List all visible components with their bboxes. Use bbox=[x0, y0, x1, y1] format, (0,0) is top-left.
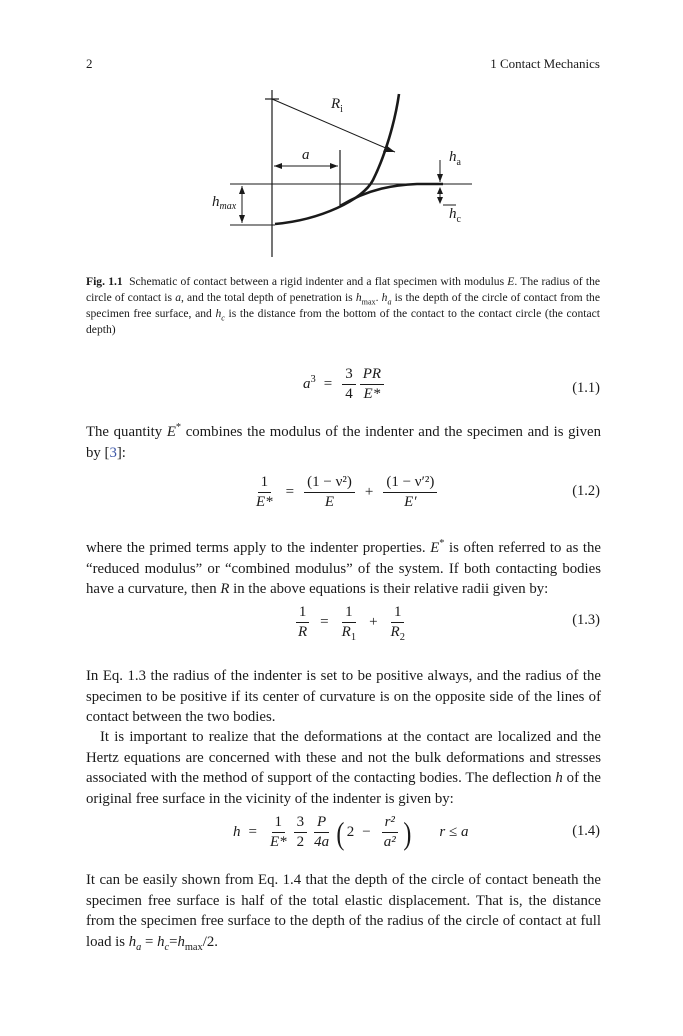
equation-number-1-2: (1.2) bbox=[572, 483, 600, 499]
paragraph-sign-convention: In Eq. 1.3 the radius of the indenter is set to be positive always, and the radius of the specimen to be positive if its center of curvature is on the opposite side of the lines of contact between the two bodies. bbox=[86, 668, 601, 725]
hmax-arrowhead-bottom bbox=[239, 215, 245, 223]
paragraph-contact-depth: It can be easily shown from Eq. 1.4 that the depth of the circle of contact beneath the specimen free surface is half of the total elastic displacement. That is, the distance from the specimen free surface to the depth of the radius of the circle of contact at full load is $h_a = h_c=h_{max}/2$. bbox=[86, 872, 601, 953]
specimen-surface bbox=[340, 184, 443, 206]
page-number: 2 bbox=[86, 56, 93, 71]
label-ha: $h_a$ bbox=[449, 149, 461, 168]
paragraph-combined-modulus: The quantity E* combines the modulus of the indenter and the specimen and is given by [3]: bbox=[86, 422, 601, 461]
radius-arrowhead bbox=[383, 145, 395, 152]
hc-arrowhead-top bbox=[437, 187, 443, 194]
a-arrowhead-left bbox=[274, 163, 282, 169]
equation-number-1-3: (1.3) bbox=[572, 612, 600, 628]
equation-1-3: $\frac{1}{R}$ = $\frac{1}{R_1}$ + $\frac{1}{R_2}$ bbox=[293, 604, 410, 641]
caption-label: Fig. 1.1 bbox=[86, 275, 123, 288]
label-Ri: $R_i$ bbox=[331, 96, 343, 115]
running-title: 1 Contact Mechanics bbox=[490, 56, 600, 71]
equation-1-1: $a^3$ = $\frac{3}{4}$ $\frac{PR}{E*}$ bbox=[303, 366, 386, 403]
hmax-arrowhead-top bbox=[239, 186, 245, 194]
citation-link[interactable]: 3 bbox=[109, 444, 117, 461]
label-hc: $h_c$ bbox=[449, 206, 461, 225]
ha-arrowhead bbox=[437, 174, 443, 182]
label-a: a bbox=[302, 147, 310, 163]
paragraph-reduced-modulus: where the primed terms apply to the indenter properties. E* is often referred to as the “reduced modulus” or “combined modulus” of the system. If both contacting bodies have a curvature, then R in the above equations is their relative radii given by: bbox=[86, 538, 601, 597]
equation-1-2: $\frac{1}{E*}$ = $\frac{\text{(1 − ν²)}}{E}$ + $\frac{\text{(1 − ν′²)}}{E'}$ bbox=[251, 474, 439, 511]
equation-1-4: h = $\frac{1}{E*}$ $\frac{3}{2}$ $\frac{P}{4a}$ ( 2 − $\frac{\text{r²}}{\text{a²}}$ ) r ≤ a bbox=[233, 814, 469, 851]
indenter-profile bbox=[275, 94, 399, 224]
label-hmax: $h_{max}$ bbox=[212, 194, 237, 212]
contact-schematic-figure bbox=[195, 82, 495, 264]
equation-number-1-4: (1.4) bbox=[572, 823, 600, 839]
hc-arrowhead-bottom bbox=[437, 197, 443, 204]
figure-caption: Fig. 1.1 Schematic of contact between a rigid indenter and a flat specimen with modulus E. The radius of the circle of contact is a, and the total depth of penetration is $h_{max}$. $h_a$ is the depth of the circle of contact from the specimen free surface, and $h_c$ is the distance from the bottom of the contact to the contact circle (the contact depth) bbox=[86, 275, 601, 336]
equation-number-1-1: (1.1) bbox=[572, 380, 600, 396]
paragraph-hertz-deflection: It is important to realize that the deformations at the contact are localized and the Hertz equations are concerned with these and not the bulk deformations and stresses associated with the method of support of the contacting bodies. The deflection h of the original free surface in the vicinity of the indenter is given by: bbox=[86, 729, 601, 807]
a-arrowhead-right bbox=[330, 163, 338, 169]
